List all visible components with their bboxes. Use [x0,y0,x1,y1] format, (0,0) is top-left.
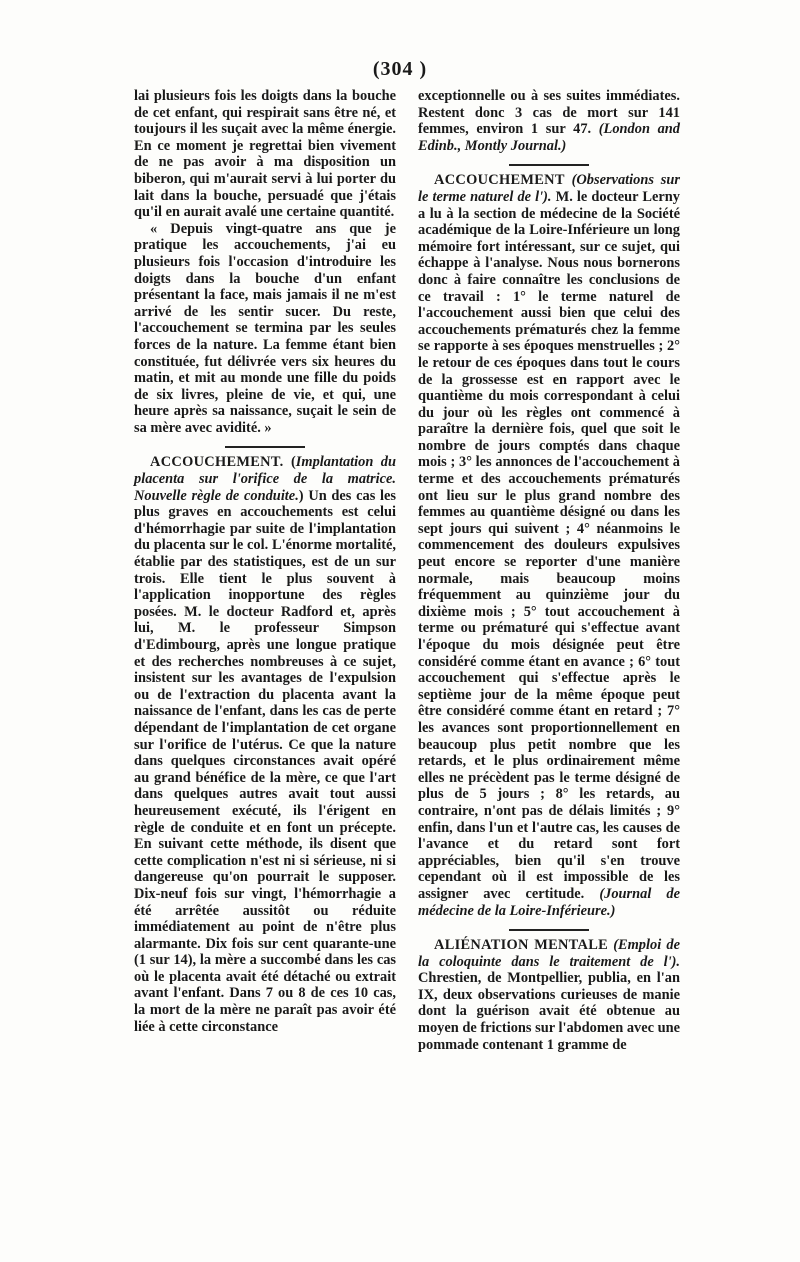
source-citation: (London and Edinb., Montly Journal.) [418,121,680,154]
article-accouchement-placenta: ACCOUCHEMENT. (Implantation du placenta sur l'orifice de la matrice. Nouvelle règle de conduite.) Un des cas les plus graves en accouchements est celui d'hémorrhagie par suite de l'implantation du placenta sur le col. L'énorme mortalité, établie par des statistiques, est de un sur trois. Elle tient le plus souvent à l'application inopportune des règles posées. M. le docteur Radford et, après lui, M. le professeur Simpson d'Edimbourg, après une longue pratique et des recherches nombreuses à ce sujet, insistent sur les avantages de l'expulsion ou de l'extraction du placenta avant la naissance de l'enfant, dans les cas de perte dépendant de l'implantation de cet organe sur l'orifice de l'utérus. Ce que la nature dans quelques circonstances avait opéré au grand bénéfice de la mère, ce que l'art dans quelques autres avait tout aussi heureusement exécuté, ils l'érigent en règle de conduite et en font un précepte. En suivant cette méthode, ils disent que cette complication n'est ni si sérieuse, ni si dangereuse qu'on pourrait le supposer. Dix-neuf fois sur vingt, l'hémorrhagie a été arrêtée aussitôt ou réduite immédiatement au point de n'être plus alarmante. Dix fois sur cent quarante-une (1 sur 14), la mère a succombé dans les cas où le placenta avait été détaché ou extrait avant l'enfant. Dans 7 ou 8 de ces 10 cas, la mort de la mère ne paraît pas avoir été liée à cette circonstance [134,454,397,1035]
source-citation: (Journal de médecine de la Loire-Inférieure.) [418,885,680,919]
section-divider [509,929,589,931]
article-subtitle: (Observations sur le terme naturel de l'). [418,172,680,205]
paragraph: « Depuis vingt-quatre ans que je pratique les accouchements, j'ai eu plusieurs fois l'occasion d'introduire les doigts dans la bouche d'un enfant présentant la face, mais jamais il ne m'est arrivé de les sentir sucer. Du reste, l'accouchement se termina par les seules forces de la nature. La femme étant bien constituée, fut délivrée vers six heures du matin, et mit au monde une fille du poids de six livres, pleine de vie, et qui, une heure après sa naissance, suçait le sein de sa mère avec avidité. » [134,220,396,436]
article-heading: ALIÉNATION MENTALE [434,937,608,954]
article-alienation-mentale [418,937,680,1053]
paragraph: lai plusieurs fois les doigts dans la bouche de cet enfant, qui respirait sans être né, et toujours il les suçait avec la même énergie. En ce moment je regrettai bien vivement de ne pas avoir à ma disposition un biberon, qui m'aurait servi à lui porter du lait dans la bouche, persuadé que j'étais qu'il en aurait avalé une certaine quantité. [134,88,396,221]
article-body: Un des cas les plus graves en accouchements est celui d'hémorrhagie par suite de l'implantation du placenta sur le col. L'énorme mortalité, établie par des statistiques, est de un sur trois. Elle tient le plus souvent à l'application inopportune des règles posées. M. le docteur Radford et, après lui, M. le professeur Simpson d'Edimbourg, après une longue pratique et des recherches nombreuses à ce sujet, insistent sur les avantages de l'expulsion ou de l'extraction du placenta avant la naissance de l'enfant, dans les cas de perte dépendant de l'implantation de cet organe sur l'orifice de l'utérus. Ce que la nature dans quelques circonstances avait opéré au grand bénéfice de la mère, ce que l'art dans quelques autres avait tout aussi heureusement exécuté, ils l'érigent en règle de conduite et en font un précepte. En suivant cette méthode, ils disent que cette complication n'est ni si sérieuse, ni si dangereuse qu'on pourrait le supposer. Dix-neuf fois sur vingt, l'hémorrhagie a été arrêtée aussitôt ou réduite immédiatement au point de n'être plus alarmante. Dix fois sur cent quarante-une (1 sur 14), la mère a succombé dans les cas où le placenta avait été détaché ou extrait avant l'enfant. Dans 7 ou 8 de ces 10 cas, la mort de la mère ne paraît pas avoir été liée à cette circonstance [134,487,396,1035]
paragraph-text: exceptionnelle ou à ses suites immédiates. Restent donc 3 cas de mort sur 141 femmes, environ 1 sur 47. [418,88,680,138]
article-accouchement-terme [418,172,680,919]
article-subtitle: (Emploi de la coloquinte dans le traitement de l'). [418,937,680,970]
article-heading: ACCOUCHEMENT [434,172,565,189]
article-heading: ACCOUCHEMENT. [150,454,284,471]
paragraph-continued [418,88,680,154]
section-divider [509,164,589,166]
article-subtitle: Implantation du placenta sur l'orifice de la matrice. Nouvelle règle de conduite. [134,454,397,504]
section-divider [225,446,305,448]
left-column [134,88,396,1035]
article-body: Chrestien, de Montpellier, publia, en l'an IX, deux observations curieuses de manie dont la guérison avait été obtenue au moyen de frictions sur l'abdomen avec une pommade contenant 1 gramme de [418,970,680,1053]
page-number: (304 ) [372,58,428,80]
article-body: M. le docteur Lerny a lu à la section de médecine de la Société académique de la Loire-Inférieure un long mémoire fort intéressant, sur ce sujet, qui échappe à l'analyse. Nous nous bornerons donc à faire connaître les conclusions de ce travail : 1° le terme naturel de l'accouchement aussi bien que celui des accouchements prématurés chez la femme se rapporte à ses époques menstruelles ; 2° le retour de ces époques dans tout le cours de la grossesse est en rapport avec le quantième du mois correspondant à celui du jour où les règles ont commencé à paraître la dernière fois, quel que soit le nombre de jours comptés dans chaque mois ; 3° les annonces de l'accouchement à terme et des accouchements prématurés ont lieu sur le plus grand nombre des femmes au quantième désigné ou dans les sept jours qui suivent ; 4° néanmoins le commencement des douleurs expulsives peut encore se reporter d'une manière normale, mais beaucoup moins fréquemment au quinzième jour du dixième mois ; 5° tout accouchement à terme ou prématuré qui s'effectue avant l'époque du mois désignée peut être considéré comme étant en avance ; 6° tout accouchement qui s'effectue après le septième jour de la même époque peut être considéré comme étant en retard ; 7° les avances sont proportionnellement en beaucoup plus petit nombre que les retards, et le plus ordinairement même elles ne précèdent pas le terme désigné de plus de 5 jours ; 8° les retards, au contraire, n'ont pas de délais limités ; 9° enfin, dans l'un et l'autre cas, les causes de l'avance et du retard sont fort appréciables, bien qu'il s'en trouve cependant où il est impossible de les assigner avec certitude. [418,188,680,902]
right-column [418,88,680,1053]
